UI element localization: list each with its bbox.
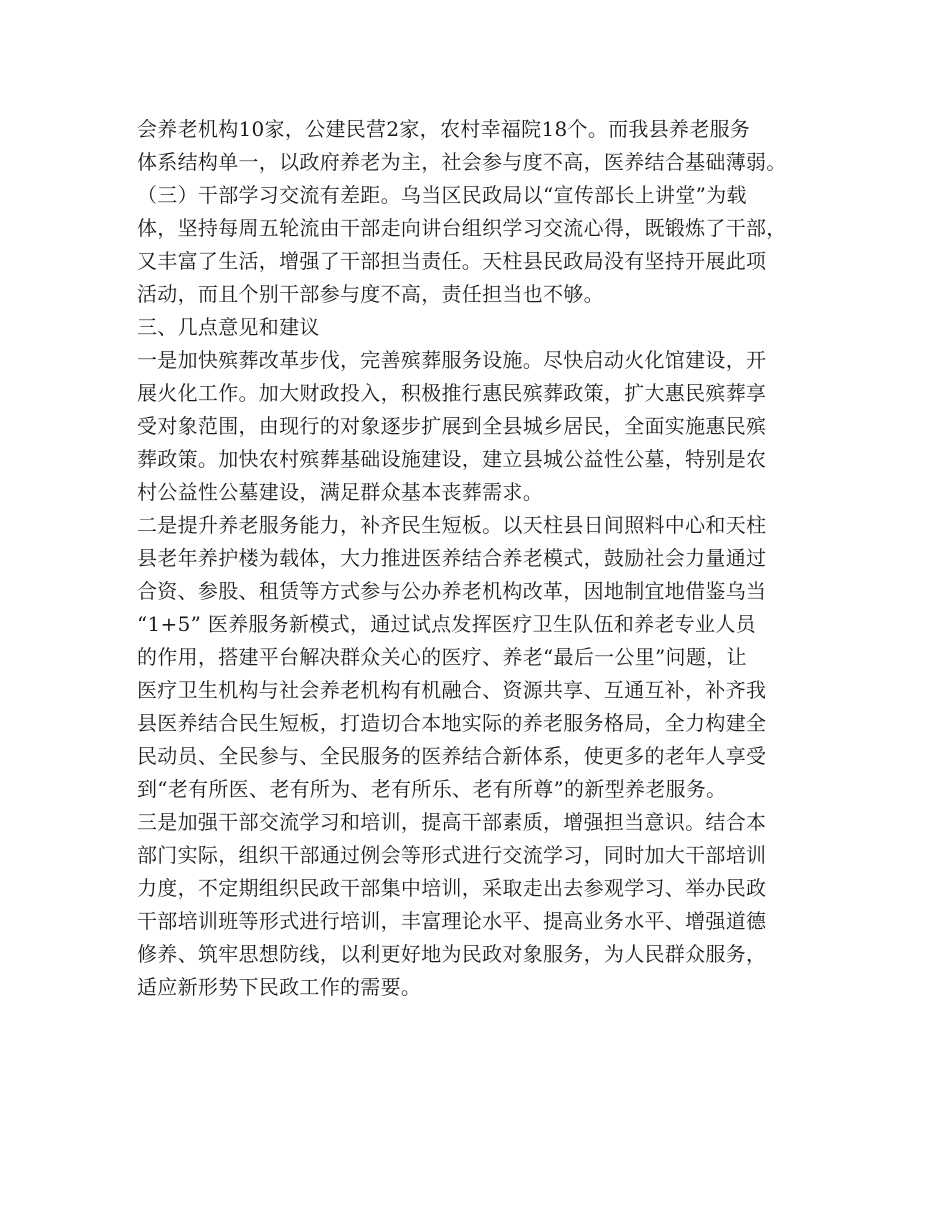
- text-line: 修养、筑牢思想防线，以利更好地为民政对象服务，为人民群众服务，: [137, 942, 767, 966]
- text-line: 到“老有所医、老有所为、老有所乐、老有所尊”的新型养老服务。: [137, 777, 727, 801]
- text-line: 县老年养护楼为载体，大力推进医养结合养老模式，鼓励社会力量通过: [137, 546, 767, 570]
- text-line: 三是加强干部交流学习和培训，提高干部素质，增强担当意识。结合本: [137, 810, 767, 834]
- text-line: 的作用，搭建平台解决群众关心的医疗、养老“最后一公里”问题，让: [137, 645, 747, 669]
- section-heading: （三）干部学习交流有差距。乌当区民政局以“宣传部长上讲堂”为载: [137, 183, 747, 207]
- text-line: 体，坚持每周五轮流由干部走向讲台组织学习交流心得，既锻炼了干部，: [137, 216, 787, 240]
- section-heading: 三、几点意见和建议: [137, 315, 320, 339]
- text-line: 葬政策。加快农村殡葬基础设施建设，建立县城公益性公墓，特别是农: [137, 447, 767, 471]
- text-line: 体系结构单一，以政府养老为主，社会参与度不高，医养结合基础薄弱。: [137, 150, 787, 174]
- text-line: 部门实际，组织干部通过例会等形式进行交流学习，同时加大干部培训: [137, 843, 767, 867]
- text-line: 干部培训班等形式进行培训，丰富理论水平、提高业务水平、增强道德: [137, 909, 767, 933]
- text-line: 会养老机构10家，公建民营2家，农村幸福院18个。而我县养老服务: [137, 117, 751, 141]
- text-line: 受对象范围，由现行的对象逐步扩展到全县城乡居民，全面实施惠民殡: [137, 414, 767, 438]
- text-line: 力度，不定期组织民政干部集中培训，采取走出去参观学习、举办民政: [137, 876, 767, 900]
- text-line: 民动员、全民参与、全民服务的医养结合新体系，使更多的老年人享受: [137, 744, 767, 768]
- text-line: “1+5” 医养服务新模式，通过试点发挥医疗卫生队伍和养老专业人员: [137, 612, 756, 636]
- document-body: [137, 113, 827, 1004]
- text-line: 展火化工作。加大财政投入，积极推行惠民殡葬政策，扩大惠民殡葬享: [137, 381, 767, 405]
- text-line: 村公益性公墓建设，满足群众基本丧葬需求。: [137, 480, 543, 504]
- text-line: 医疗卫生机构与社会养老机构有机融合、资源共享、互通互补，补齐我: [137, 678, 767, 702]
- text-line: 合资、参股、租赁等方式参与公办养老机构改革，因地制宜地借鉴乌当: [137, 579, 767, 603]
- text-line: 活动，而且个别干部参与度不高，责任担当也不够。: [137, 282, 604, 306]
- text-line: 又丰富了生活，增强了干部担当责任。天柱县民政局没有坚持开展此项: [137, 249, 767, 273]
- text-line: 二是提升养老服务能力，补齐民生短板。以天柱县日间照料中心和天柱: [137, 513, 767, 537]
- text-line: 县医养结合民生短板，打造切合本地实际的养老服务格局，全力构建全: [137, 711, 767, 735]
- text-line: 适应新形势下民政工作的需要。: [137, 975, 422, 999]
- text-line: 一是加快殡葬改革步伐，完善殡葬服务设施。尽快启动火化馆建设，开: [137, 348, 767, 372]
